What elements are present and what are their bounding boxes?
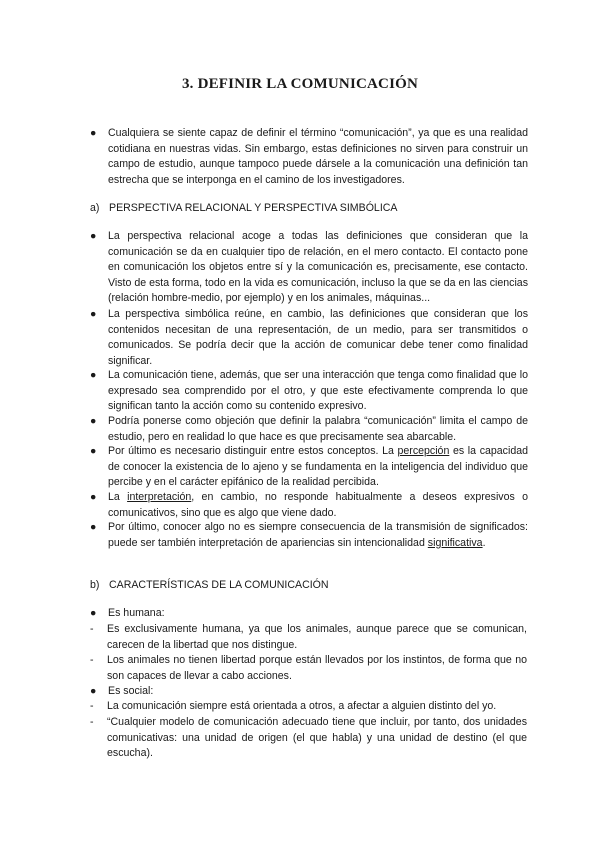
section-a-marker: a) <box>90 202 100 214</box>
list-item-text: La perspectiva relacional acoge a todas las definiciones que consideran que la comunicación se da en cualquier tipo de relación, en el mero contacto. El contacto pone en comunicación los objetos entre sí y la comunicación es, precisamente, ese contacto. Visto de esta forma, todo en la vida es comunicación, incluso la que se da en las ciencias (relación hombre-medio, por ejemplo) y en los animales, máquinas... <box>108 230 528 304</box>
dash-icon: - <box>90 654 94 666</box>
bullet-icon: ● <box>90 230 97 242</box>
list-item-text: Es humana: <box>108 607 165 619</box>
dash-icon: - <box>90 700 94 712</box>
list-item-text: “Cualquier modelo de comunicación adecuado tiene que incluir, por tanto, dos unidades comunicativas: una unidad de origen (el que habla) y una unidad de destino (el que escucha). <box>107 716 527 759</box>
intro-text: Cualquiera se siente capaz de definir el término “comunicación”, ya que es una realidad cotidiana en nuestras vidas. Sin embargo, estas definiciones no sirven para construir un campo de estudio, aunque tampoco puede dársele a la comunicación una definición tan estrecha que se interponga en el camino de los investigadores. <box>108 127 528 186</box>
term-interpretacion: interpretación <box>127 491 192 503</box>
list-item-text: La comunicación siempre está orientada a otros, a afectar a alguien distinto del yo. <box>107 700 497 712</box>
section-b-title: CARACTERÍSTICAS DE LA COMUNICACIÓN <box>109 579 329 591</box>
bullet-icon: ● <box>90 607 97 619</box>
dash-icon: - <box>90 623 94 635</box>
section-a-title: PERSPECTIVA RELACIONAL Y PERSPECTIVA SIMBÓLICA <box>109 202 398 214</box>
list-item-text: La perspectiva simbólica reúne, en cambio, las definiciones que consideran que los contenidos necesitan de una representación, de un medio, para ser transmitidos o comunicados. Se podría decir que la acción de comunicar debe tener como finalidad significar. <box>108 308 528 367</box>
bullet-icon: ● <box>90 685 97 697</box>
list-item-text: La interpretación, en cambio, no responde habitualmente a deseos expresivos o comunicativos, sino que es algo que viene dado. <box>108 491 528 519</box>
section-b-marker: b) <box>90 579 100 591</box>
bullet-icon: ● <box>90 415 97 427</box>
list-item-text: Los animales no tienen libertad porque están llevados por los instintos, de forma que no son capaces de llevar a cabo acciones. <box>107 654 527 682</box>
list-item-text: Por último es necesario distinguir entre estos conceptos. La percepción es la capacidad de conocer la existencia de lo ajeno y se fundamenta en la inteligencia del individuo que percibe y en el carácter epifánico de la realidad percibida. <box>108 445 528 488</box>
bullet-icon: ● <box>90 308 97 320</box>
list-item-text: Es social: <box>108 685 154 697</box>
bullet-icon: ● <box>90 127 97 139</box>
list-item-text: La comunicación tiene, además, que ser una interacción que tenga como finalidad que lo expresado sea comprendido por el otro, y que este efectivamente comprenda lo que significan tanto la acción como su contenido expresivo. <box>108 369 528 412</box>
term-significativa: significativa <box>427 536 483 549</box>
list-item-text: Es exclusivamente humana, ya que los animales, aunque parece que se comunican, carecen de la libertad que nos distingue. <box>107 623 527 651</box>
list-item-text: Por último, conocer algo no es siempre consecuencia de la transmisión de significados: puede ser también interpretación de apariencias sin intencionalidad significativa. <box>108 521 528 549</box>
dash-icon: - <box>90 716 94 728</box>
page-title: 3. DEFINIR LA COMUNICACIÓN <box>181 76 419 92</box>
bullet-icon: ● <box>90 369 97 381</box>
bullet-icon: ● <box>90 445 97 457</box>
bullet-icon: ● <box>90 491 97 503</box>
bullet-icon: ● <box>90 521 97 533</box>
list-item-text: Podría ponerse como objeción que definir la palabra “comunicación” limita el campo de estudio, pero en realidad lo que hace es que precisamente sea abarcable. <box>108 415 528 443</box>
term-percepcion: percepción <box>397 445 450 457</box>
